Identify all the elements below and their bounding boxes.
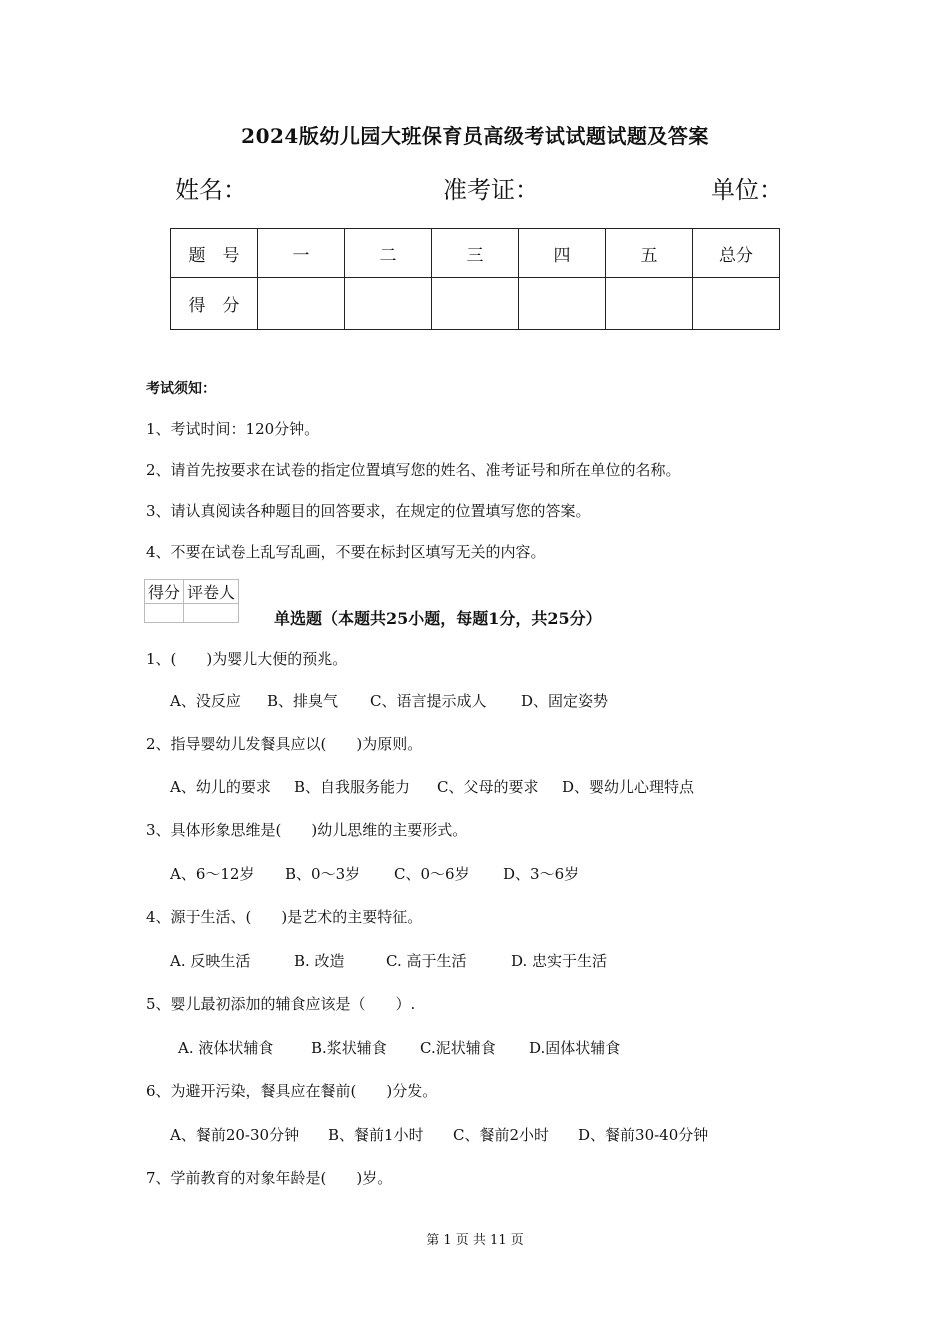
question-text: 2、指导婴幼儿发餐具应以( )为原则。 — [146, 735, 423, 753]
score-table-header-cell: 四 — [519, 229, 606, 278]
option: B、0～3岁 — [285, 865, 361, 883]
score-table-header-cell: 二 — [345, 229, 432, 278]
notice-item: 2、请首先按要求在试卷的指定位置填写您的姓名、准考证号和所在单位的名称。 — [146, 461, 681, 479]
option: C、语言提示成人 — [370, 692, 487, 710]
option: B. 改造 — [294, 952, 345, 970]
score-table-score-row — [171, 278, 780, 330]
option: B、排臭气 — [267, 692, 339, 710]
option: C、父母的要求 — [437, 778, 539, 796]
notice-title: 考试须知： — [146, 381, 216, 397]
notice-item: 1、考试时间：120分钟。 — [146, 420, 320, 438]
option: B.浆状辅食 — [311, 1039, 387, 1057]
option: D、餐前30-40分钟 — [578, 1126, 709, 1144]
option: A、餐前20-30分钟 — [170, 1126, 300, 1144]
unit-label: 单位： — [711, 176, 783, 204]
notice-item: 4、不要在试卷上乱写乱画，不要在标封区填写无关的内容。 — [146, 543, 546, 561]
option: B、自我服务能力 — [294, 778, 411, 796]
exam-id-label: 准考证： — [443, 176, 539, 204]
option: A. 反映生活 — [170, 952, 251, 970]
option: D、婴幼儿心理特点 — [562, 778, 695, 796]
option: D、固定姿势 — [521, 692, 609, 710]
grader-box — [144, 579, 239, 623]
option: A. 液体状辅食 — [178, 1039, 274, 1057]
option: C、餐前2小时 — [453, 1126, 550, 1144]
score-table-header-row — [171, 229, 780, 278]
score-row-label: 得 分 — [171, 278, 258, 330]
grader-name-label: 评卷人 — [184, 580, 239, 604]
question-text: 1、( )为婴儿大便的预兆。 — [146, 650, 348, 668]
option: A、没反应 — [170, 692, 241, 710]
score-table-header-cell: 五 — [606, 229, 693, 278]
option: D. 忠实于生活 — [511, 952, 608, 970]
score-table-header-cell: 一 — [258, 229, 345, 278]
notice-item: 3、请认真阅读各种题目的回答要求，在规定的位置填写您的答案。 — [146, 502, 591, 520]
question-text: 7、学前教育的对象年龄是( )岁。 — [146, 1169, 393, 1187]
option: C、0～6岁 — [394, 865, 470, 883]
option: A、6～12岁 — [170, 865, 255, 883]
question-text: 5、婴儿最初添加的辅食应该是（ ）. — [146, 995, 416, 1013]
score-cell[interactable] — [519, 278, 606, 330]
document-title: 2024版幼儿园大班保育员高级考试试题试题及答案 — [241, 124, 709, 148]
option: A、幼儿的要求 — [170, 778, 271, 796]
section-title: 单选题（本题共25小题，每题1分，共25分） — [274, 609, 602, 628]
score-cell[interactable] — [693, 278, 780, 330]
grader-name-cell[interactable] — [184, 604, 239, 623]
score-table-header-cell: 题 号 — [171, 229, 258, 278]
grader-score-label: 得分 — [145, 580, 184, 604]
option: C. 高于生活 — [386, 952, 467, 970]
grader-score-cell[interactable] — [145, 604, 184, 623]
grader-box-entry — [145, 604, 239, 623]
question-text: 3、具体形象思维是( )幼儿思维的主要形式。 — [146, 821, 468, 839]
score-cell[interactable] — [345, 278, 432, 330]
score-table-header-cell: 总分 — [693, 229, 780, 278]
option: D、3～6岁 — [503, 865, 580, 883]
option: D.固体状辅食 — [529, 1039, 621, 1057]
score-cell[interactable] — [432, 278, 519, 330]
name-label: 姓名： — [175, 176, 247, 204]
option: C.泥状辅食 — [420, 1039, 496, 1057]
score-table-header-cell: 三 — [432, 229, 519, 278]
score-cell[interactable] — [606, 278, 693, 330]
question-text: 6、为避开污染，餐具应在餐前( )分发。 — [146, 1082, 438, 1100]
page-footer: 第 1 页 共 11 页 — [426, 1233, 524, 1248]
candidate-info-line — [175, 170, 783, 204]
grader-box-header — [145, 580, 239, 604]
question-text: 4、源于生活、( )是艺术的主要特征。 — [146, 908, 423, 926]
score-table — [170, 228, 780, 330]
option: B、餐前1小时 — [328, 1126, 424, 1144]
score-cell[interactable] — [258, 278, 345, 330]
